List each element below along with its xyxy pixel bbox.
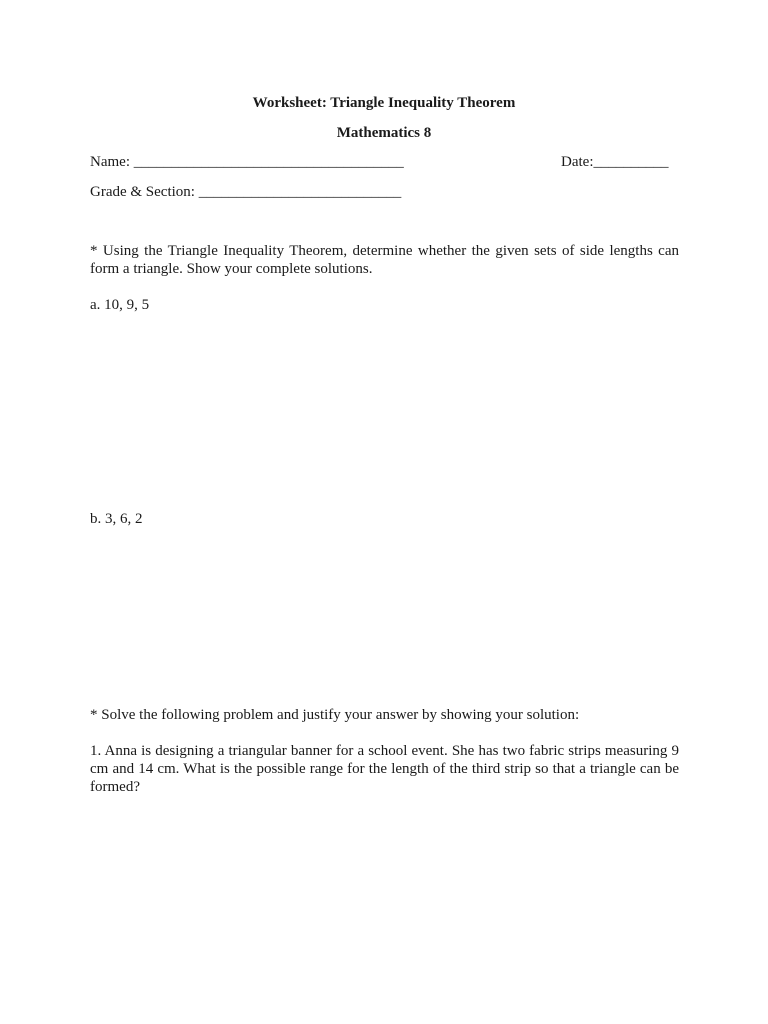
- item-b: b. 3, 6, 2: [90, 511, 143, 527]
- problem-1: 1. Anna is designing a triangular banner for a school event. She has two fabric strips measuring 9 cm and 14 cm. What is the possible range for the length of the third strip so that a triangle can be formed?: [90, 743, 679, 795]
- date-field: Date:__________: [561, 154, 669, 170]
- grade-section-field: Grade & Section: ___________________________: [90, 184, 402, 200]
- section1-instruction: * Using the Triangle Inequality Theorem, determine whether the given sets of side lengths can form a triangle. Show your complete solutions.: [90, 243, 679, 277]
- worksheet-title: Worksheet: Triangle Inequality Theorem: [252, 95, 516, 111]
- subject-heading: Mathematics 8: [336, 125, 432, 141]
- name-field: Name: ____________________________________: [90, 154, 404, 170]
- item-a: a. 10, 9, 5: [90, 297, 150, 313]
- section2-instruction: * Solve the following problem and justify your answer by showing your solution:: [90, 707, 580, 723]
